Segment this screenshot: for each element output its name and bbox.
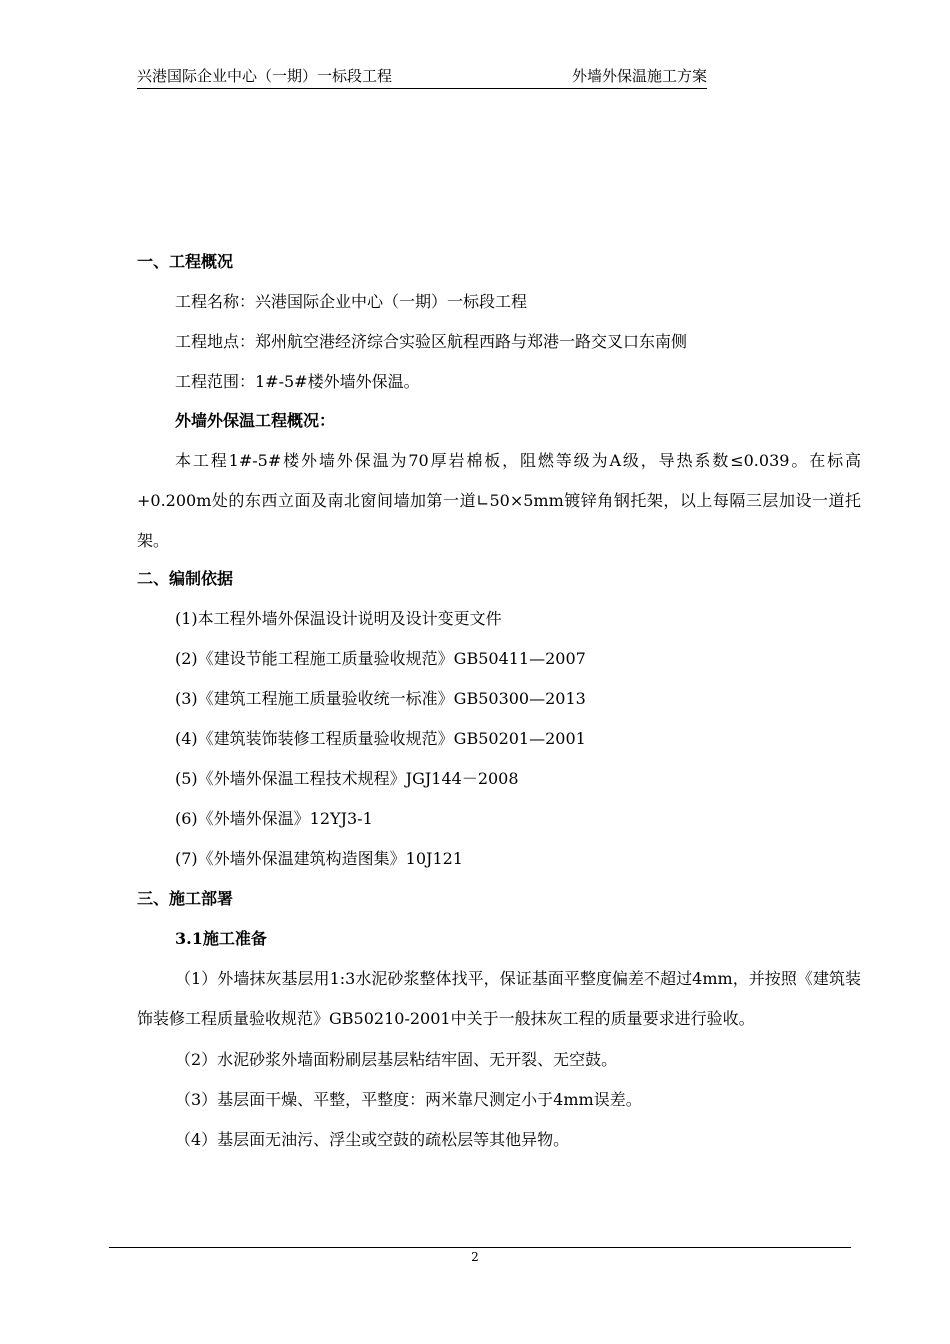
page-number: 2 — [471, 1250, 479, 1264]
project-location-line: 工程地点：郑州航空港经济综合实验区航程西路与郑港一路交叉口东南侧 — [175, 332, 688, 351]
basis-item-3: (3)《建筑工程施工质量验收统一标准》GB50300—2013 — [175, 689, 586, 708]
overview-subheading: 外墙外保温工程概况： — [175, 411, 336, 430]
preparation-item-2: （2）水泥砂浆外墙面粉刷层基层粘结牢固、无开裂、无空鼓。 — [175, 1050, 618, 1069]
page-header — [137, 66, 707, 89]
preparation-item-3: （3）基层面干燥、平整，平整度：两米靠尺测定小于4mm误差。 — [175, 1090, 642, 1109]
project-scope-line: 工程范围：1#-5#楼外墙外保温。 — [175, 372, 420, 391]
preparation-item-4: （4）基层面无油污、浮尘或空鼓的疏松层等其他异物。 — [175, 1130, 570, 1149]
basis-item-5: (5)《外墙外保温工程技术规程》JGJ144－2008 — [175, 769, 519, 788]
basis-item-2: (2)《建设节能工程施工质量验收规范》GB50411—2007 — [175, 649, 586, 668]
project-name-line: 工程名称：兴港国际企业中心（一期）一标段工程 — [175, 292, 528, 311]
document-body — [137, 248, 861, 1157]
header-document-title: 外墙外保温施工方案 — [571, 67, 707, 85]
preparation-item-1: （1）外墙抹灰基层用1:3水泥砂浆整体找平，保证基面平整度偏差不超过4mm，并按照《建筑装饰装修工程质量验收规范》GB50210-2001中关于一般抹灰工程的质量要求进行验收。 — [137, 969, 861, 1028]
overview-paragraph: 本工程1#-5#楼外墙外保温为70厚岩棉板，阻燃等级为A级，导热系数≤0.039。在标高+0.200m处的东西立面及南北窗间墙加第一道∟50×5mm镀锌角钢托架，以上每隔三层加设一道托架。 — [137, 451, 861, 550]
basis-item-7: (7)《外墙外保温建筑构造图集》10J121 — [175, 849, 463, 868]
basis-item-4: (4)《建筑装饰装修工程质量验收规范》GB50201—2001 — [175, 729, 586, 748]
basis-item-1: (1)本工程外墙外保温设计说明及设计变更文件 — [175, 609, 502, 628]
section-2-heading: 二、编制依据 — [137, 569, 234, 588]
footer-divider — [109, 1247, 851, 1248]
preparation-subheading: 3.1施工准备 — [175, 929, 267, 948]
header-project-name: 兴港国际企业中心（一期）一标段工程 — [137, 67, 393, 85]
section-3-heading: 三、施工部署 — [137, 889, 234, 908]
basis-item-6: (6)《外墙外保温》12YJ3-1 — [175, 809, 373, 828]
section-1-heading: 一、工程概况 — [137, 252, 234, 271]
